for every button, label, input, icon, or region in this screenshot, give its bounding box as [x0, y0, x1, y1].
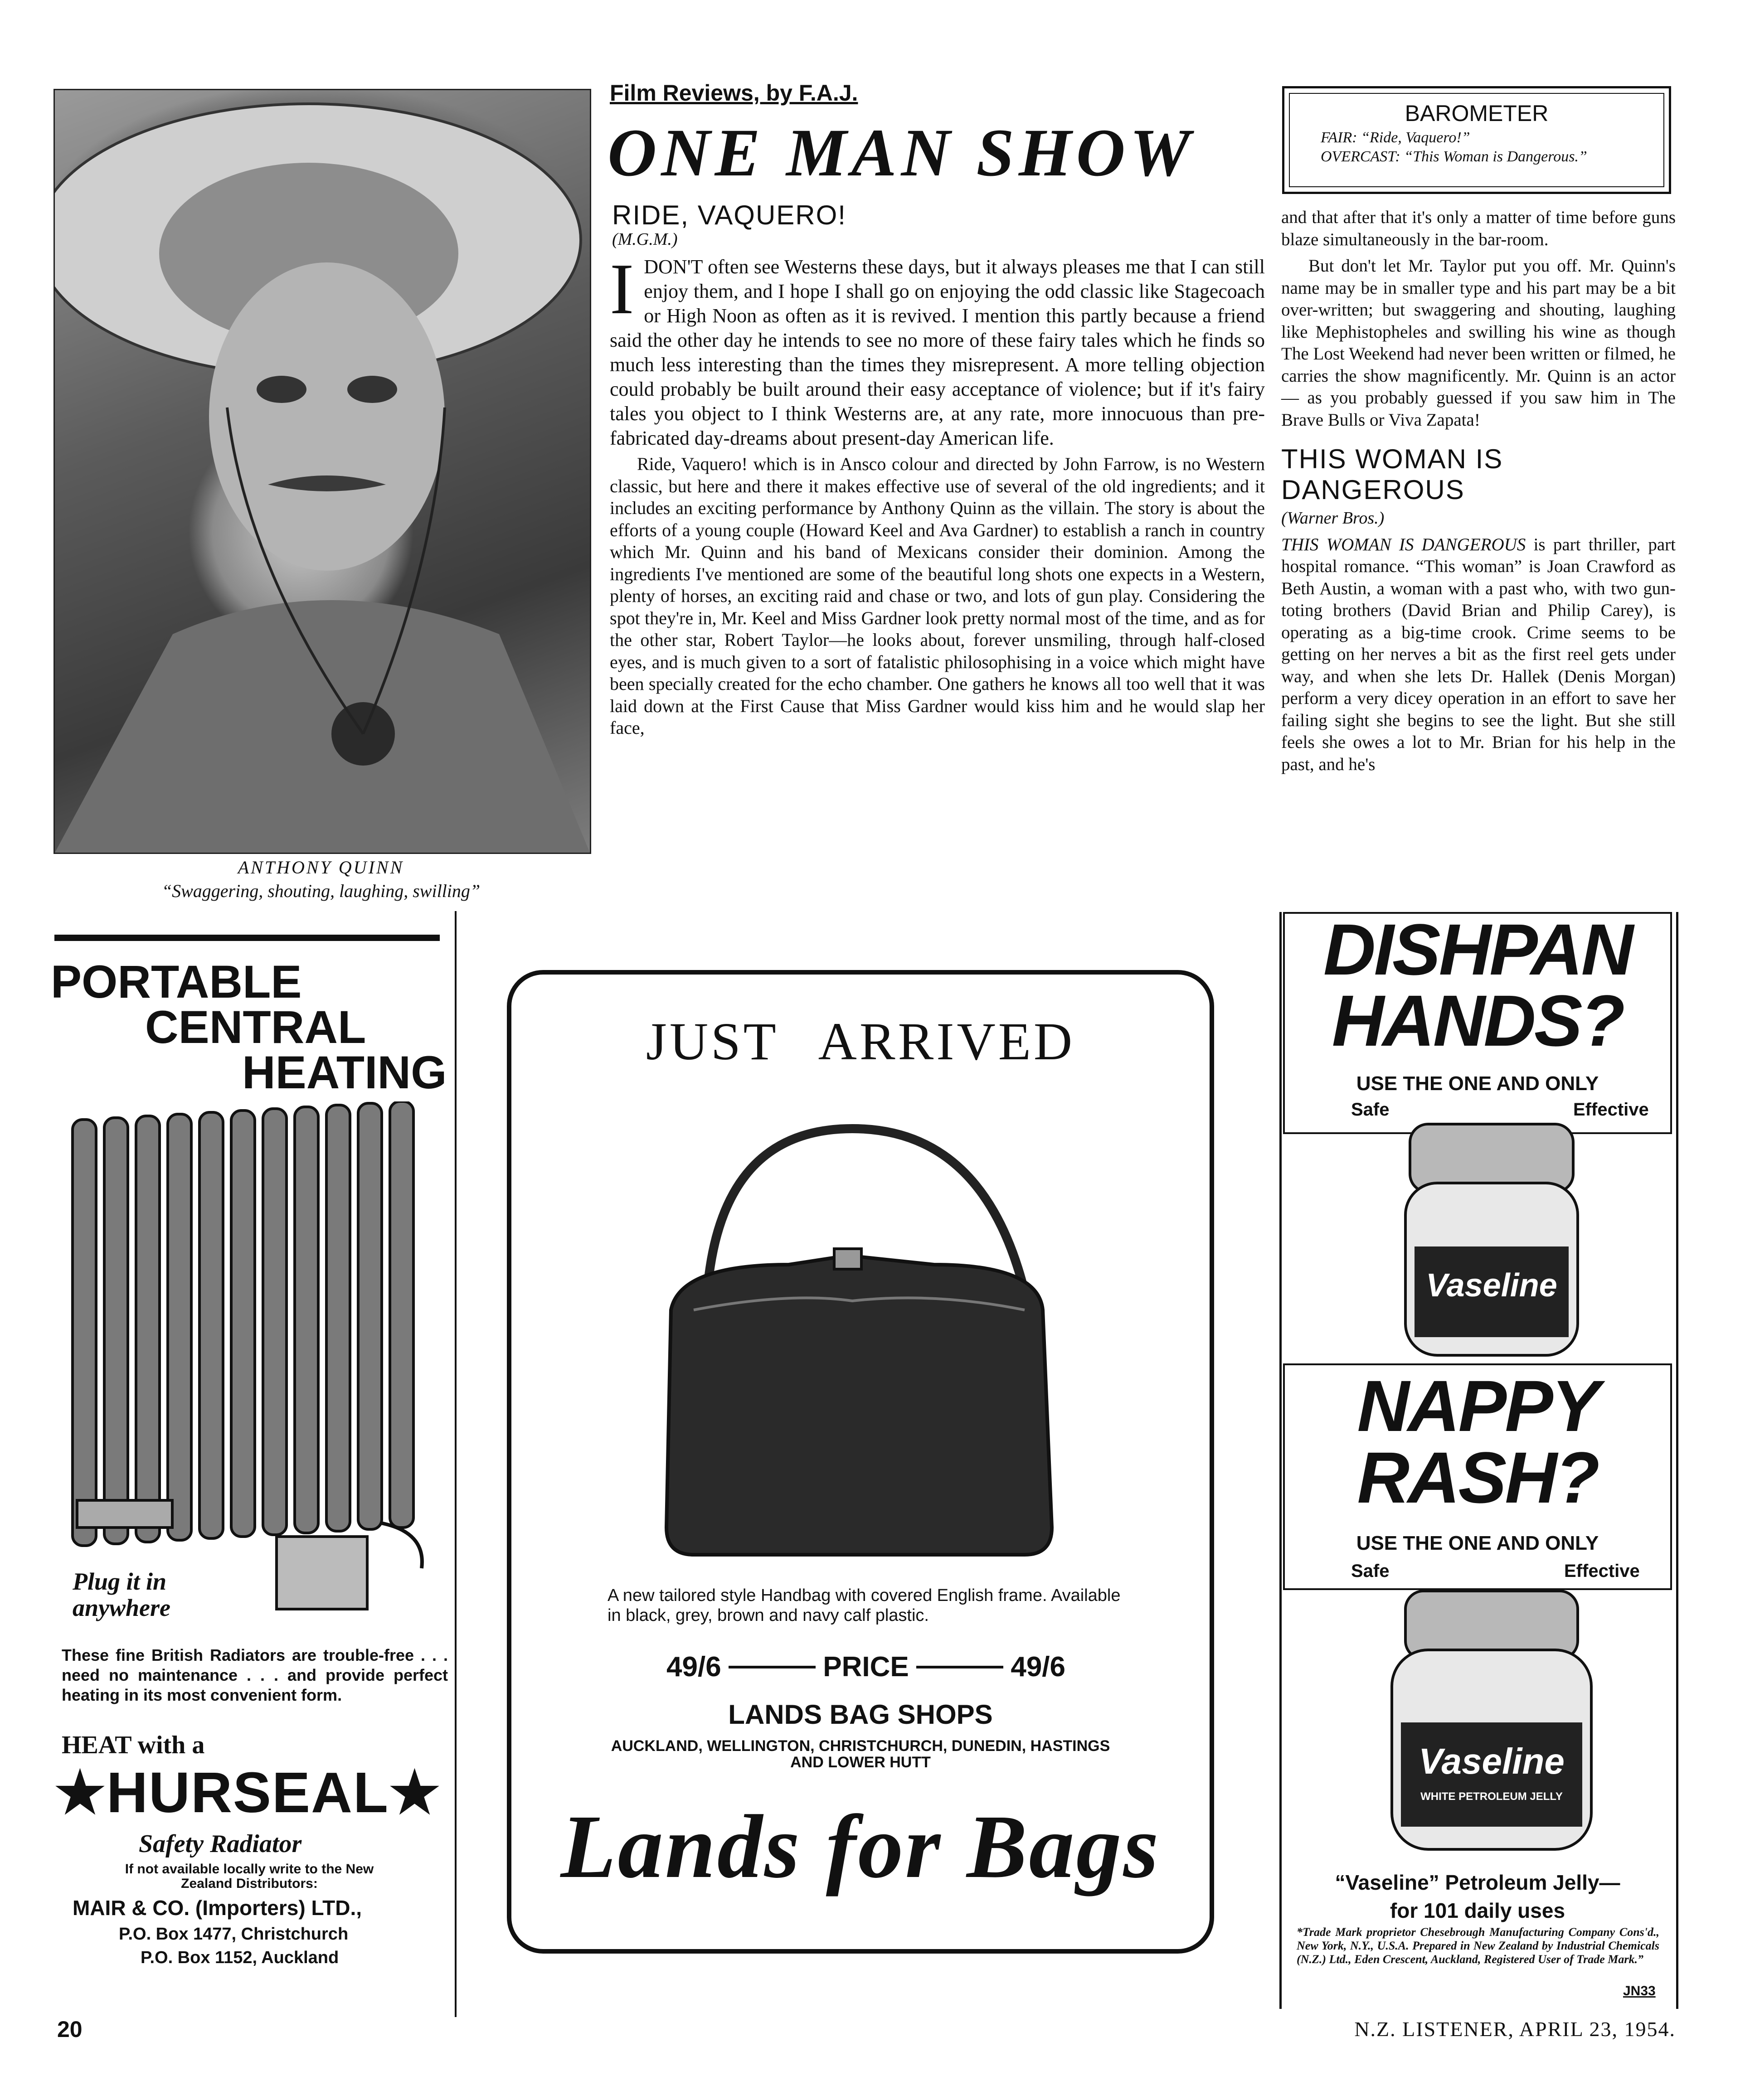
radiator-illustration — [63, 1101, 453, 1636]
anthony-quinn-photo — [53, 89, 591, 854]
barometer-overcast: OVERCAST: “This Woman is Dangerous.” — [1321, 148, 1587, 165]
jar-2-label: Vaseline — [1419, 1741, 1565, 1781]
hurseal-headline-2: CENTRAL — [145, 1001, 366, 1053]
photo-illustration — [55, 90, 590, 853]
film1-studio: (M.G.M.) — [612, 230, 678, 249]
review-paragraph-4: But don't let Mr. Taylor put you off. Mr. Quinn's name may be in smaller type and his part may be a bit over-written; but swaggering and shouting, laughing like Mephistopheles and swilling his wine as though The Lost Weekend had never been written or filmed, he carries the show magnificently. Mr. Quinn is an actor — as you probably guessed if you saw him in The Brave Bulls or Viva Zapata! — [1281, 256, 1676, 430]
film2-title-caps: THIS WOMAN IS DANGEROUS — [1281, 534, 1526, 554]
hurseal-box-auckland: P.O. Box 1152, Auckland — [141, 1948, 339, 1967]
hurseal-headline-3: HEATING — [242, 1047, 447, 1098]
vaseline-fine-print: *Trade Mark proprietor Chesebrough Manufacturing Company Cons'd., New York, N.Y., U.S.A. Prepared in New Zealand by Industrial Chemicals (N.Z.) Ltd., Eden Crescent, Auckland, Registered User of Trade Mark.” — [1297, 1925, 1659, 1966]
film1-title: RIDE, VAQUERO! — [612, 200, 846, 230]
lands-shops: LANDS BAG SHOPS — [728, 1699, 993, 1730]
vaseline-jar-2 — [1378, 1559, 1605, 1858]
barometer-title: BAROMETER — [1405, 101, 1549, 126]
publication-footer: N.Z. LISTENER, APRIL 23, 1954. — [1354, 2018, 1676, 2041]
barometer-fair: FAIR: “Ride, Vaquero!” — [1321, 129, 1470, 146]
nappy-safe: Safe — [1351, 1561, 1390, 1581]
column-rule — [455, 911, 457, 2017]
drop-cap: I — [610, 248, 634, 329]
lands-headline: JUST ARRIVED — [646, 1012, 1075, 1071]
photo-caption-name: ANTHONY QUINN — [238, 857, 404, 878]
dishpan-line-2: HANDS? — [1332, 980, 1624, 1061]
review-headline: ONE MAN SHOW — [608, 115, 1195, 190]
nappy-effective: Effective — [1564, 1561, 1640, 1581]
hurseal-safety: Safety Radiator — [139, 1830, 302, 1858]
lands-description: A new tailored style Handbag with covered English frame. Available in black, grey, brown and navy calf plastic. — [608, 1586, 1121, 1625]
hurseal-plug-text: Plug it in anywhere — [73, 1568, 170, 1621]
lands-price-label: PRICE — [823, 1651, 909, 1683]
barometer-box — [1282, 86, 1671, 194]
review-body-column-2 — [1281, 207, 1676, 776]
vaseline-product: “Vaseline” Petroleum Jelly— — [1335, 1871, 1620, 1894]
lands-price-left: 49/6 — [666, 1651, 721, 1683]
hurseal-heat-with: HEAT with a — [62, 1731, 205, 1759]
section-rule-left — [54, 935, 440, 941]
dishpan-use-line: USE THE ONE AND ONLY — [1356, 1072, 1599, 1095]
vaseline-code: JN33 — [1623, 1984, 1656, 1998]
lands-price-row — [666, 1651, 1065, 1683]
review-paragraph-2: Ride, Vaquero! which is in Ansco colour and directed by John Farrow, is no Western classic, but here and there it makes effective use of several of the old ingredients; and it includes an exciting performance by Anthony Quinn as the villain. The story is about the efforts of a young couple (Howard Keel and Ava Gardner) to establish a ranch in country which Mr. Quinn and his band of Mexicans consider their dominion. Among the ingredients I've mentioned are some of the beautiful long shots one expects in a Western, plenty of horses, an exciting raid and chase or two, and lots of gun play. Considering the spot they're in, Mr. Keel and Miss Gardner look pretty normal most of the time, and as for the other star, Robert Taylor—he looks about, forever unsmiling, through half-closed eyes, and is much given to a sort of fatalistic philosophising in a voice which might have been specially created for the echo chamber. One gathers he knows all too well that it was laid down at the First Cause that Miss Gardner would kiss him and he would slap her face, — [610, 454, 1265, 738]
nappy-line-1: NAPPY — [1357, 1365, 1598, 1446]
review-kicker: Film Reviews, by F.A.J. — [610, 80, 858, 106]
nappy-use-line: USE THE ONE AND ONLY — [1356, 1532, 1599, 1554]
vaseline-jar-1 — [1396, 1097, 1587, 1360]
page-number: 20 — [57, 2017, 83, 2042]
nappy-line-2: RASH? — [1357, 1437, 1598, 1518]
hurseal-box-christchurch: P.O. Box 1477, Christchurch — [119, 1925, 349, 1944]
hurseal-body: These fine British Radiators are trouble-free . . . need no maintenance . . . and provide perfect heating in its most convenient form. — [62, 1646, 448, 1704]
review-body-column-1 — [610, 248, 1265, 739]
dishpan-safe: Safe — [1351, 1100, 1390, 1120]
jar-1-label: Vaseline — [1426, 1267, 1557, 1304]
jar-2-sublabel: WHITE PETROLEUM JELLY — [1420, 1790, 1563, 1803]
review-paragraph-1: DON'T often see Westerns these days, but it always pleases me that I can still enjoy them, and I hope I shall go on enjoying the odd classic like Stagecoach or High Noon as often as it is revived. I mention this partly because a friend said the other day he intends to see no more of these fairy tales which he finds so much less interesting than the times they misrepresent. A more telling objection could probably be built around their easy acceptance of violence; but if it's fairy tales you object to I think Westerns are, at any rate, more innocuous than pre-fabricated day-dreams about present-day American life. — [610, 256, 1265, 449]
lands-slogan: Lands for Bags — [560, 1797, 1161, 1897]
dishpan-line-1: DISHPAN — [1323, 909, 1632, 990]
lands-price-right: 49/6 — [1011, 1651, 1066, 1683]
hurseal-headline-1: PORTABLE — [51, 956, 302, 1008]
review-paragraph-5-text: is part thriller, part hospital romance. “This woman” is Joan Crawford as Beth Austin, a woman with a past who, with two gun-toting brothers (David Brian and Philip Carey), is operating as a big-time crook. Crime seems to be getting on her nerves a bit as the first reel gets under way, and when she lets Dr. Hallek (Denis Morgan) perform a very dicey operation in an effort to save her failing sight she begins to see the light. But she still feels she owes a lot to Mr. Brian for his help in the past, and he's — [1281, 534, 1676, 774]
film2-studio: (Warner Bros.) — [1281, 509, 1385, 528]
hurseal-brand: ★HURSEAL★ — [54, 1761, 441, 1824]
vaseline-uses: for 101 daily uses — [1390, 1899, 1565, 1922]
lands-towns: AUCKLAND, WELLINGTON, CHRISTCHURCH, DUNEDIN, HASTINGS AND LOWER HUTT — [611, 1737, 1110, 1771]
hurseal-distributor: MAIR & CO. (Importers) LTD., — [73, 1896, 362, 1920]
film2-title: THIS WOMAN IS DANGEROUS — [1281, 444, 1503, 505]
handbag-illustration — [653, 1120, 1061, 1564]
photo-caption-quote: “Swaggering, shouting, laughing, swilling” — [161, 881, 481, 901]
review-paragraph-3: and that after that it's only a matter of time before guns blaze simultaneously in the bar-room. — [1281, 208, 1676, 249]
review-paragraph-5 — [1281, 534, 1676, 776]
dishpan-effective: Effective — [1573, 1100, 1649, 1120]
hurseal-note: If not available locally write to the New Zealand Distributors: — [125, 1862, 374, 1891]
